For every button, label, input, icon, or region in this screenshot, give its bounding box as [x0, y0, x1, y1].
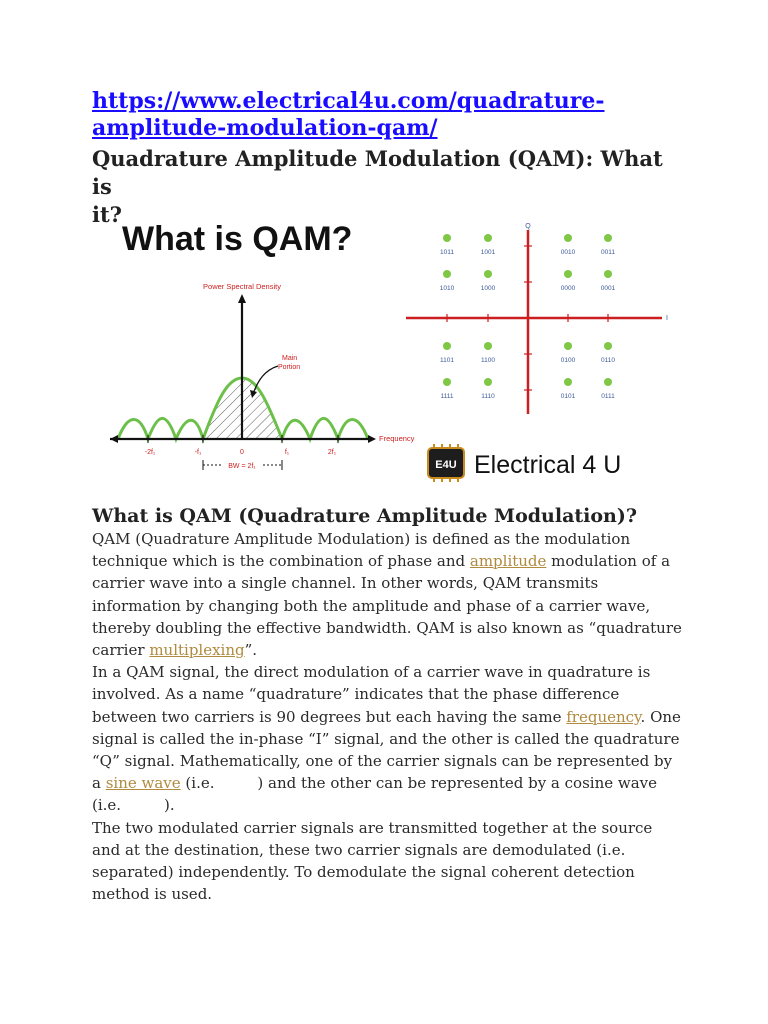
sine-wave-link[interactable]: sine wave: [105, 774, 181, 793]
constellation-label: 0101: [560, 393, 576, 400]
brand-logo: [428, 444, 621, 482]
source-url-link[interactable]: [92, 88, 682, 142]
tick-label: -2f₁: [144, 449, 156, 456]
section-heading: What is QAM (Quadrature Amplitude Modulation)?: [92, 505, 637, 527]
p1-text-c: ”.: [244, 641, 258, 660]
constellation-point: [484, 234, 492, 242]
figure-heading: What is QAM?: [122, 220, 353, 258]
article-body: [92, 528, 682, 905]
tick-label: 0: [240, 449, 244, 456]
constellation-label: 1010: [439, 285, 455, 292]
constellation-diagram: [406, 223, 668, 414]
constellation-point: [564, 234, 572, 242]
constellation-point: [484, 378, 492, 386]
constellation-label: 0111: [601, 393, 615, 400]
i-axis-label: I: [666, 315, 668, 322]
constellation-label: 0100: [560, 357, 576, 364]
p2-text-a: In a QAM signal, the direct modulation of a carrier wave in quadrature is involved. As a name “quadrature” indicates that the phase difference between two carriers is 90 degrees but each having the same: [92, 663, 651, 726]
psd-plot: [110, 282, 415, 471]
frequency-link[interactable]: frequency: [566, 707, 641, 726]
constellation-point: [443, 342, 451, 350]
tick-label: 2f₁: [327, 449, 337, 456]
brand-badge-text: E4U: [435, 459, 457, 471]
paragraph-1: [92, 528, 682, 661]
constellation-point: [604, 342, 612, 350]
constellation-label: 1001: [480, 249, 496, 256]
constellation-label: 0000: [560, 285, 576, 292]
constellation-label: 1101: [440, 357, 454, 364]
url-line-1[interactable]: https://www.electrical4u.com/quadrature-: [92, 88, 605, 114]
p1-text-a: QAM (Quadrature Amplitude Modulation) is defined as the modulation technique which is the combination of phase and: [92, 530, 631, 571]
constellation-label: 1100: [481, 357, 495, 364]
constellation-label: 0001: [600, 285, 616, 292]
constellation-label: 1110: [481, 393, 495, 400]
constellation-point: [564, 270, 572, 278]
annotation-line-2: Portion: [278, 364, 301, 371]
q-axis-label: Q: [525, 223, 531, 230]
p2-text-b: . One signal is called the in-phase “I” signal, and the other is called the quadrature “Q” signal. Mathematically, one of the carrier signals can be represented by a: [92, 707, 681, 793]
paragraph-3: The two modulated carrier signals are transmitted together at the source and at the destination, these two carrier signals are demodulated (i.e. separated) independently. To demodulate the signal coherent detection method is used.: [92, 818, 653, 904]
p1-text-b: modulation of a carrier wave into a single channel. In other words, QAM transmits information by changing both the amplitude and phase of a carrier wave, thereby doubling the effective bandwidth. QAM is also known as “quadrature carrier: [92, 552, 682, 660]
psd-title: Power Spectral Density: [203, 282, 281, 291]
constellation-point: [604, 234, 612, 242]
bandwidth-label: BW = 2f₁: [228, 463, 256, 470]
paragraph-2: [92, 661, 682, 816]
constellation-label: 1000: [480, 285, 496, 292]
constellation-point: [604, 270, 612, 278]
constellation-label: 1011: [440, 249, 454, 256]
annotation-line-1: Main: [282, 355, 298, 362]
qam-figure: [100, 208, 678, 498]
constellation-label: 0010: [560, 249, 576, 256]
constellation-point: [443, 270, 451, 278]
constellation-point: [443, 234, 451, 242]
constellation-point: [443, 378, 451, 386]
p2-text-c: (i.e. ) and the other can be represented by a cosine wave (i.e. ).: [92, 774, 658, 815]
multiplexing-link[interactable]: multiplexing: [149, 641, 245, 660]
constellation-point: [484, 270, 492, 278]
constellation-label: 0110: [601, 357, 615, 364]
constellation-label: 1111: [440, 393, 454, 400]
tick-label: f₁: [284, 449, 290, 456]
amplitude-link[interactable]: amplitude: [469, 552, 547, 571]
constellation-label: 0011: [601, 249, 615, 256]
brand-name: Electrical 4 U: [474, 451, 622, 479]
constellation-point: [604, 378, 612, 386]
title-line-2: it?: [92, 202, 122, 227]
constellation-point: [564, 378, 572, 386]
url-line-2[interactable]: amplitude-modulation-qam/: [92, 115, 438, 141]
title-line-1: Quadrature Amplitude Modulation (QAM): What is: [92, 146, 663, 199]
psd-x-axis-label: Frequency: [379, 434, 415, 443]
constellation-point: [484, 342, 492, 350]
tick-label: -f₁: [194, 449, 202, 456]
constellation-point: [564, 342, 572, 350]
